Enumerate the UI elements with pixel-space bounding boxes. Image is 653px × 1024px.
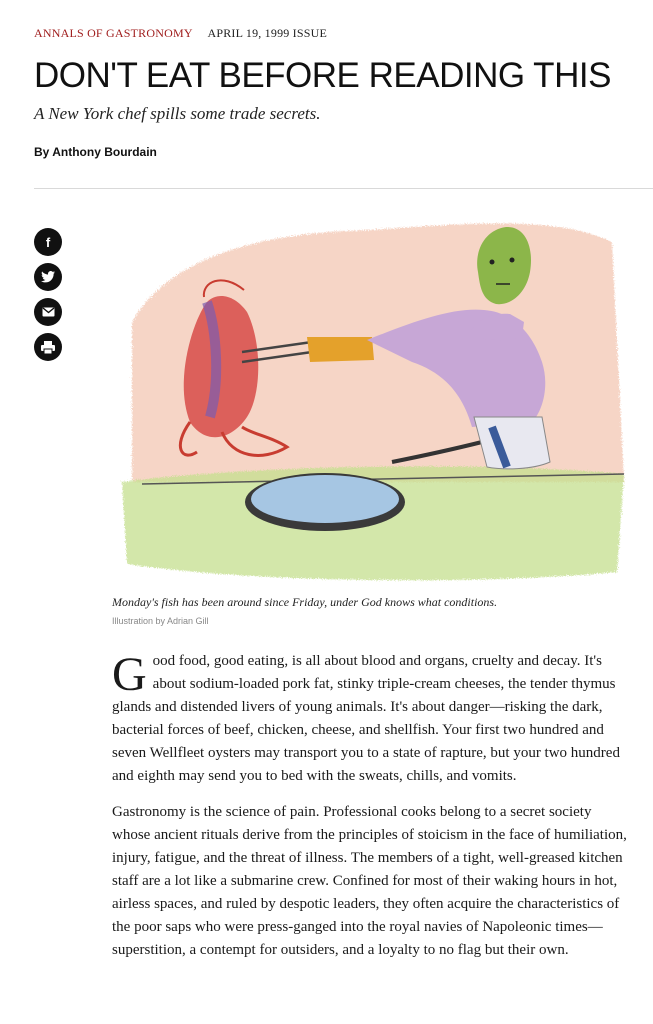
- drop-cap: G: [112, 648, 147, 701]
- share-bar: [34, 228, 62, 368]
- print-icon: [41, 341, 55, 354]
- chef-fish-illustration: [112, 212, 627, 590]
- article-body: [112, 650, 632, 975]
- twitter-share-button[interactable]: [34, 263, 62, 291]
- figure-credit: Illustration by Adrian Gill: [112, 616, 209, 626]
- paragraph: Gastronomy is the science of pain. Professional cooks belong to a secret society whose ancient rituals derive from the principles of stoicism in the face of humiliation, injury, fatigue, and the threat of illness. The members of a tight, well-greased kitchen staff are a lot like a submarine crew. Confined for most of their waking hours in hot, airless spaces, and ruled by despotic leaders, they often acquire the characteristics of the poor saps who were press-ganged into the royal navies of Napoleonic times—superstition, a contempt for outsiders, and a loyalty to no flag but their own.: [112, 804, 627, 958]
- byline[interactable]: By Anthony Bourdain: [34, 145, 157, 159]
- print-button[interactable]: [34, 333, 62, 361]
- rubric: [34, 26, 644, 41]
- issue-link[interactable]: APRIL 19, 1999 ISSUE: [207, 26, 328, 40]
- figure-caption: Monday's fish has been around since Friday, under God knows what conditions.: [112, 595, 498, 609]
- email-share-button[interactable]: [34, 298, 62, 326]
- header-divider: [34, 188, 653, 189]
- twitter-icon: [41, 271, 55, 283]
- paragraph: [112, 650, 632, 788]
- email-icon: [42, 307, 55, 317]
- paragraph-text: ood food, good eating, is all about blood and organs, cruelty and decay. It's about sodium-loaded pork fat, stinky triple-cream cheeses, the tender thymus glands and distended livers of young animals. It's about danger—risking the dark, bacterial forces of beef, chicken, cheese, and shellfish. Your first two hundred and seven Wellfleet oysters may transport you to a state of rapture, but your two hundred and eighth may send you to bed with the sweats, chills, and vomits.: [112, 653, 620, 784]
- headline: DON'T EAT BEFORE READING THIS: [34, 56, 611, 95]
- dek: A New York chef spills some trade secrets.: [34, 104, 321, 123]
- section-link[interactable]: ANNALS OF GASTRONOMY: [34, 26, 193, 40]
- facebook-icon: f: [45, 234, 51, 250]
- facebook-share-button[interactable]: [34, 228, 62, 256]
